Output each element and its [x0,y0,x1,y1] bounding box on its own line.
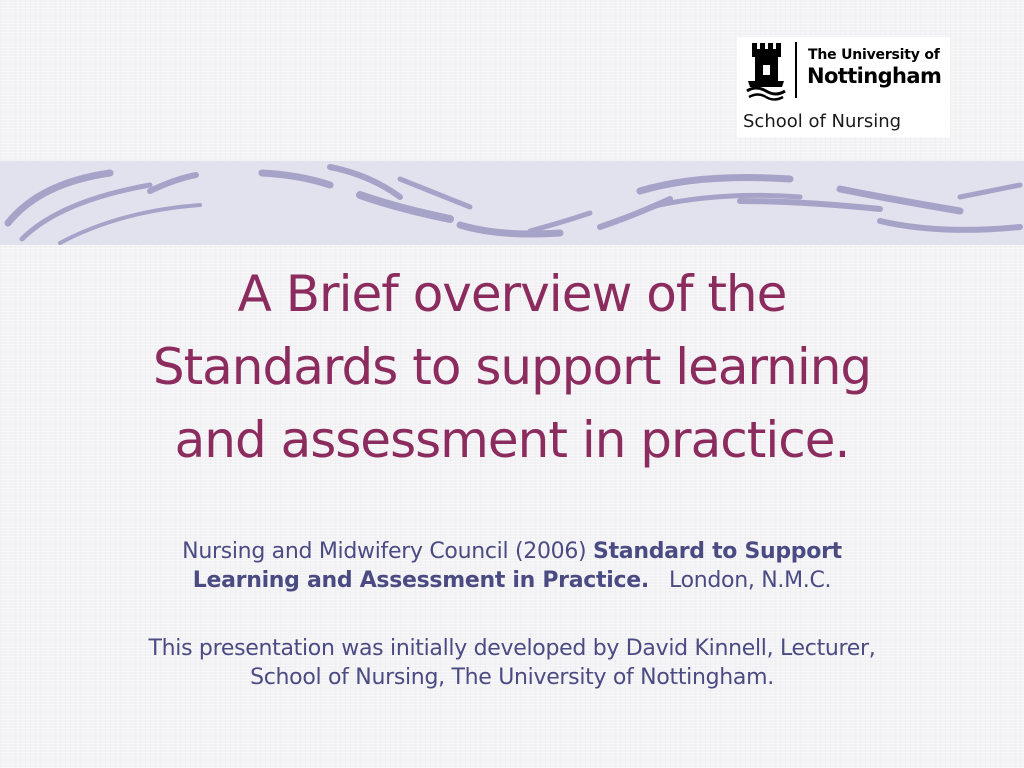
decorative-band [0,161,1024,245]
university-logo [737,37,950,137]
credit-line-2: School of Nursing, The University of Nottingham. [250,665,774,690]
slide-title [40,258,984,477]
citation-work-part2: Learning and Assessment in Practice. [192,568,649,593]
logo-divider [795,42,797,98]
presentation-credit [40,634,984,692]
castle-crest-icon [744,41,788,101]
citation-publisher: London, N.M.C. [669,568,832,593]
credit-line-1: This presentation was initially developed by David Kinnell, Lecturer, [148,636,876,661]
title-line: and assessment in practice. [174,411,850,469]
title-line: Standards to support learning [152,338,872,396]
logo-university-of: The University of [808,47,940,63]
citation-line-2 [40,566,984,595]
logo-school-name: School of Nursing [743,111,902,132]
citation-line-1 [40,537,984,566]
citation-author: Nursing and Midwifery Council (2006) [182,539,587,564]
citation-work-part1: Standard to Support [593,539,842,564]
title-line: A Brief overview of the [237,265,787,323]
citation [40,537,984,595]
logo-nottingham: Nottingham [807,64,942,88]
swirl-decoration [0,161,1024,245]
